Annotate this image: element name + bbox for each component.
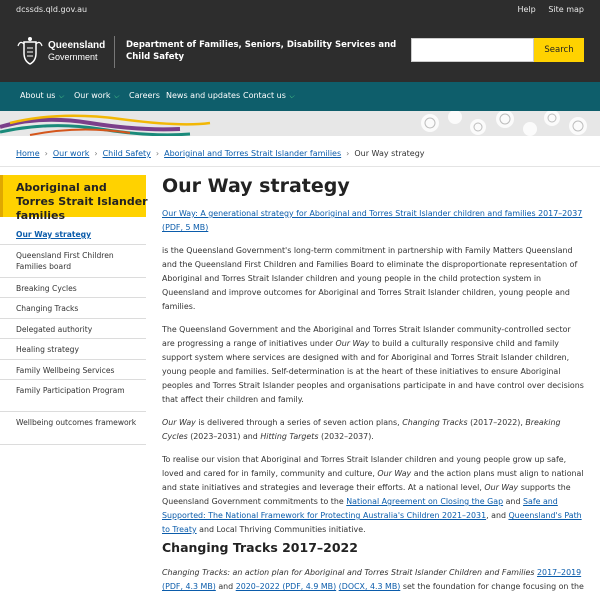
- sidebar-item-delegated-authority[interactable]: Delegated authority: [0, 319, 146, 339]
- site-domain: dcssds.qld.gov.au: [16, 5, 88, 14]
- sidebar-item-breaking-cycles[interactable]: Breaking Cycles: [0, 278, 146, 298]
- breadcrumb: [16, 149, 425, 158]
- nav-contact[interactable]: [243, 91, 294, 101]
- nav-about[interactable]: [20, 91, 64, 101]
- sidebar-item-changing-tracks[interactable]: Changing Tracks: [0, 298, 146, 319]
- main-nav: [0, 82, 600, 111]
- text: supports the Queensland Government commitments to the: [162, 483, 571, 506]
- text: (2017–2022),: [467, 418, 526, 427]
- path-to-treaty-link[interactable]: Queensland's Path to Treaty: [162, 511, 582, 534]
- department-name[interactable]: Department of Families, Seniors, Disability Services and Child Safety: [126, 40, 397, 62]
- qld-government-logo[interactable]: [16, 36, 114, 68]
- safe-and-supported-link[interactable]: Safe and Supported: The National Framework for Protecting Australia's Children 2021–2031: [162, 497, 558, 520]
- text: to build a culturally responsive child and family support system where services are designed with and for Aboriginal and Torres Strait Islander children, young people and families. Self-determination is at the heart of these initiatives to ensure Aboriginal peoples and Torres Strait Islander peoples and organisations participate in and have control over decisions that affect their children and family.: [162, 339, 584, 404]
- breadcrumb-home[interactable]: Home: [16, 149, 40, 158]
- help-link[interactable]: Help: [517, 5, 536, 14]
- changing-tracks-2020-docx-link[interactable]: (DOCX, 4.3 MB): [338, 582, 401, 591]
- logo-queensland: Queensland: [48, 40, 106, 51]
- chevron-right-icon: ›: [155, 149, 160, 158]
- sidebar-item-qfcf-board[interactable]: Queensland First Children Families board: [0, 245, 146, 278]
- utility-bar: [0, 0, 600, 22]
- chevron-down-icon: ⌵: [113, 92, 119, 100]
- text-emphasis: Our Way: [377, 469, 412, 478]
- nav-about-label: About us: [20, 91, 56, 100]
- text-emphasis: Our Way: [335, 339, 370, 348]
- text: and: [503, 497, 523, 506]
- action-plans-paragraph: [162, 416, 584, 444]
- intro-paragraph: is the Queensland Government's long-term commitment in partnership with Family Matters Queensland and the Queensland First Children and Families Board to eliminate the disproportionate representation of Aboriginal and Torres Strait Islander children and young people in the child protection system in Queensland and improve outcomes for Aboriginal and Torres Strait Islander children, young people and families.: [162, 246, 578, 311]
- closing-the-gap-link[interactable]: National Agreement on Closing the Gap: [346, 497, 504, 506]
- sidebar-item-wellbeing-outcomes[interactable]: Wellbeing outcomes framework: [0, 412, 146, 445]
- utility-links: [508, 5, 584, 14]
- sidebar-heading-box: [0, 175, 148, 222]
- document-link-paragraph: [162, 207, 584, 235]
- text: To realise our vision that Aboriginal and Torres Strait Islander children and young people grow up safe, loved and cared for in family, community and culture,: [162, 455, 567, 478]
- text: and: [215, 582, 236, 591]
- sidebar-item-family-participation[interactable]: Family Participation Program: [0, 380, 146, 412]
- nav-contact-label: Contact us: [243, 91, 286, 100]
- changing-tracks-2020-pdf-link[interactable]: 2020–2022 (PDF, 4.9 MB): [235, 582, 337, 591]
- decorative-banner: [0, 111, 600, 136]
- changing-tracks-heading: Changing Tracks 2017–2022: [162, 540, 358, 555]
- sidebar-heading[interactable]: Aboriginal and Torres Strait Islander families: [16, 181, 148, 222]
- logo-government: Government: [48, 52, 98, 62]
- breadcrumb-atsi-families[interactable]: Aboriginal and Torres Strait Islander families: [164, 149, 342, 158]
- text: The Queensland Government and the Aboriginal and Torres Strait Islander community-controlled sector are progressing a range of initiatives under: [162, 325, 571, 348]
- sidebar-item-our-way[interactable]: Our Way strategy: [0, 223, 146, 245]
- text-emphasis: Our Way: [162, 418, 196, 427]
- nav-work-label: Our work: [74, 91, 111, 100]
- breadcrumb-our-work[interactable]: Our work: [52, 149, 90, 158]
- text-emphasis: Changing Tracks: an action plan for Aboriginal and Torres Strait Islander Children and Families: [162, 568, 535, 577]
- breadcrumb-current: Our Way strategy: [354, 149, 425, 158]
- coat-of-arms-icon: [16, 36, 44, 66]
- nav-our-work[interactable]: [74, 91, 119, 101]
- chevron-down-icon: ⌵: [288, 92, 295, 100]
- banner-artwork: [0, 111, 600, 136]
- text: and Local Thriving Communities initiative.: [196, 525, 366, 534]
- sitemap-link[interactable]: Site map: [548, 5, 584, 14]
- main-content: [162, 207, 584, 546]
- text: (2032–2037).: [318, 432, 374, 441]
- text-emphasis: Changing Tracks: [402, 418, 468, 427]
- sidebar-item-family-wellbeing[interactable]: Family Wellbeing Services: [0, 360, 146, 380]
- page-title: Our Way strategy: [162, 175, 350, 197]
- changing-tracks-paragraph: [162, 566, 584, 594]
- text: and the action plans must align to national and state initiatives and strategies and leverage their efforts. At a national level,: [162, 469, 584, 492]
- text: (2023–2031) and: [187, 432, 261, 441]
- vision-paragraph: [162, 453, 584, 537]
- chevron-right-icon: ›: [44, 149, 48, 158]
- text: set the foundation for change focusing on the: [400, 582, 584, 591]
- sidebar-item-healing-strategy[interactable]: Healing strategy: [0, 339, 146, 360]
- text-emphasis: Breaking Cycles: [162, 418, 561, 441]
- chevron-down-icon: ⌵: [58, 92, 64, 100]
- changing-tracks-2017-link[interactable]: 2017–2019 (PDF, 4.3 MB): [162, 568, 582, 591]
- site-header: [0, 22, 600, 82]
- text-emphasis: Hitting Targets: [260, 432, 319, 441]
- text-emphasis: Our Way: [484, 483, 519, 492]
- search-button[interactable]: Search: [534, 38, 584, 62]
- nav-news[interactable]: News and updates: [166, 91, 241, 100]
- header-divider: [114, 36, 115, 68]
- chevron-right-icon: ›: [346, 149, 350, 158]
- chevron-right-icon: ›: [94, 149, 98, 158]
- text: is delivered through a series of seven action plans,: [195, 418, 403, 427]
- search-input[interactable]: [411, 38, 534, 62]
- text: , and: [486, 511, 509, 520]
- our-way-pdf-link[interactable]: Our Way: A generational strategy for Aboriginal and Torres Strait Islander children and families 2017–2037 (PDF, 5 MB): [162, 209, 583, 232]
- breadcrumb-divider: [0, 166, 600, 167]
- nav-careers[interactable]: Careers: [129, 91, 160, 100]
- initiatives-paragraph: [162, 323, 584, 407]
- breadcrumb-child-safety[interactable]: Child Safety: [102, 149, 151, 158]
